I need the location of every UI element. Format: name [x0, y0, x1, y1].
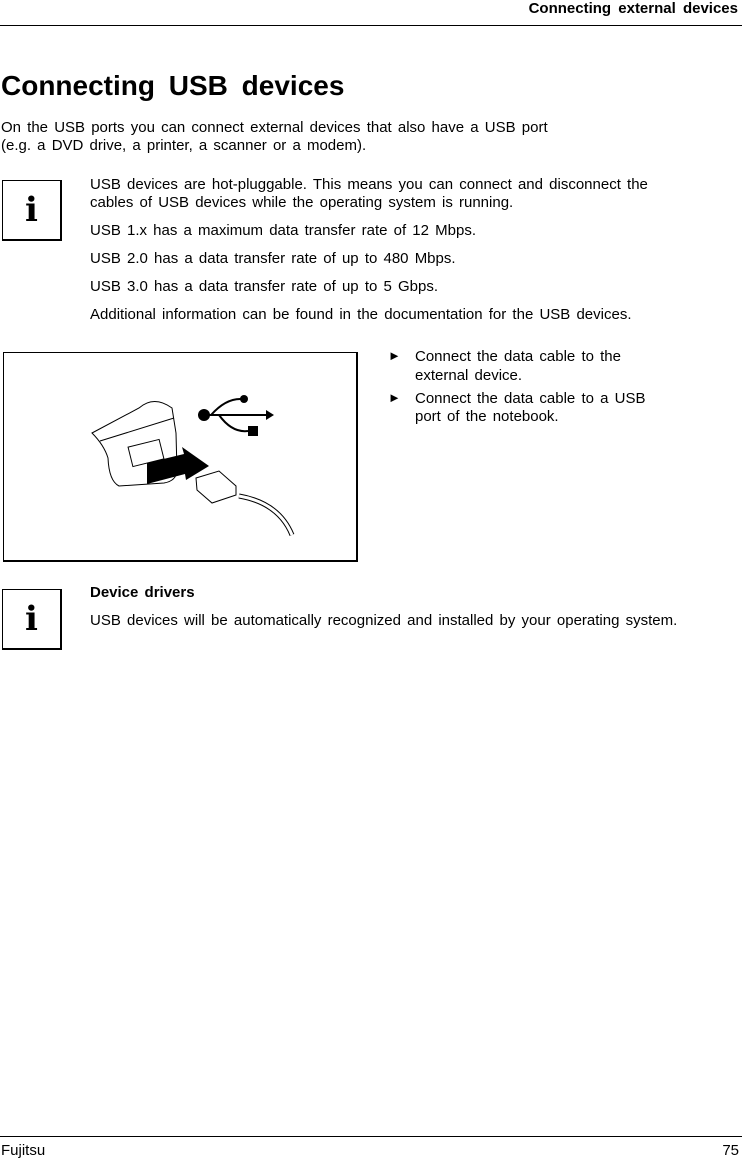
step-bullet: ► [388, 390, 401, 405]
info-icon: i [2, 589, 62, 650]
running-header: Connecting external devices [528, 0, 738, 17]
page-number: 75 [722, 1142, 739, 1159]
note-line: USB 1.x has a maximum data transfer rate of 12 Mbps. [90, 222, 476, 239]
note-line: USB 3.0 has a data transfer rate of up to 5 Gbps. [90, 278, 439, 295]
header-rule [0, 25, 742, 26]
usb-connection-figure [3, 352, 358, 562]
info-icon: i [2, 180, 62, 241]
intro-line: (e.g. a DVD drive, a printer, a scanner or a modem). [1, 137, 367, 154]
step-line: port of the notebook. [415, 408, 559, 425]
step-line: external device. [415, 367, 523, 384]
usb-illustration [4, 353, 356, 560]
note-line: Additional information can be found in the documentation for the USB devices. [90, 306, 632, 323]
note-line: USB 2.0 has a data transfer rate of up to 480 Mbps. [90, 250, 456, 267]
device-drivers-heading: Device drivers [90, 584, 195, 601]
step-line: Connect the data cable to a USB [415, 390, 646, 407]
step-line: Connect the data cable to the [415, 348, 621, 365]
device-drivers-text: USB devices will be automatically recognized and installed by your operating system. [90, 612, 678, 629]
note-line: USB devices are hot-pluggable. This means you can connect and disconnect the [90, 176, 648, 193]
intro-line: On the USB ports you can connect external devices that also have a USB port [1, 119, 548, 136]
footer-brand: Fujitsu [1, 1142, 46, 1159]
footer-rule [0, 1136, 742, 1137]
step-bullet: ► [388, 348, 401, 363]
note-line: cables of USB devices while the operating system is running. [90, 194, 514, 211]
page-title: Connecting USB devices [1, 70, 345, 101]
